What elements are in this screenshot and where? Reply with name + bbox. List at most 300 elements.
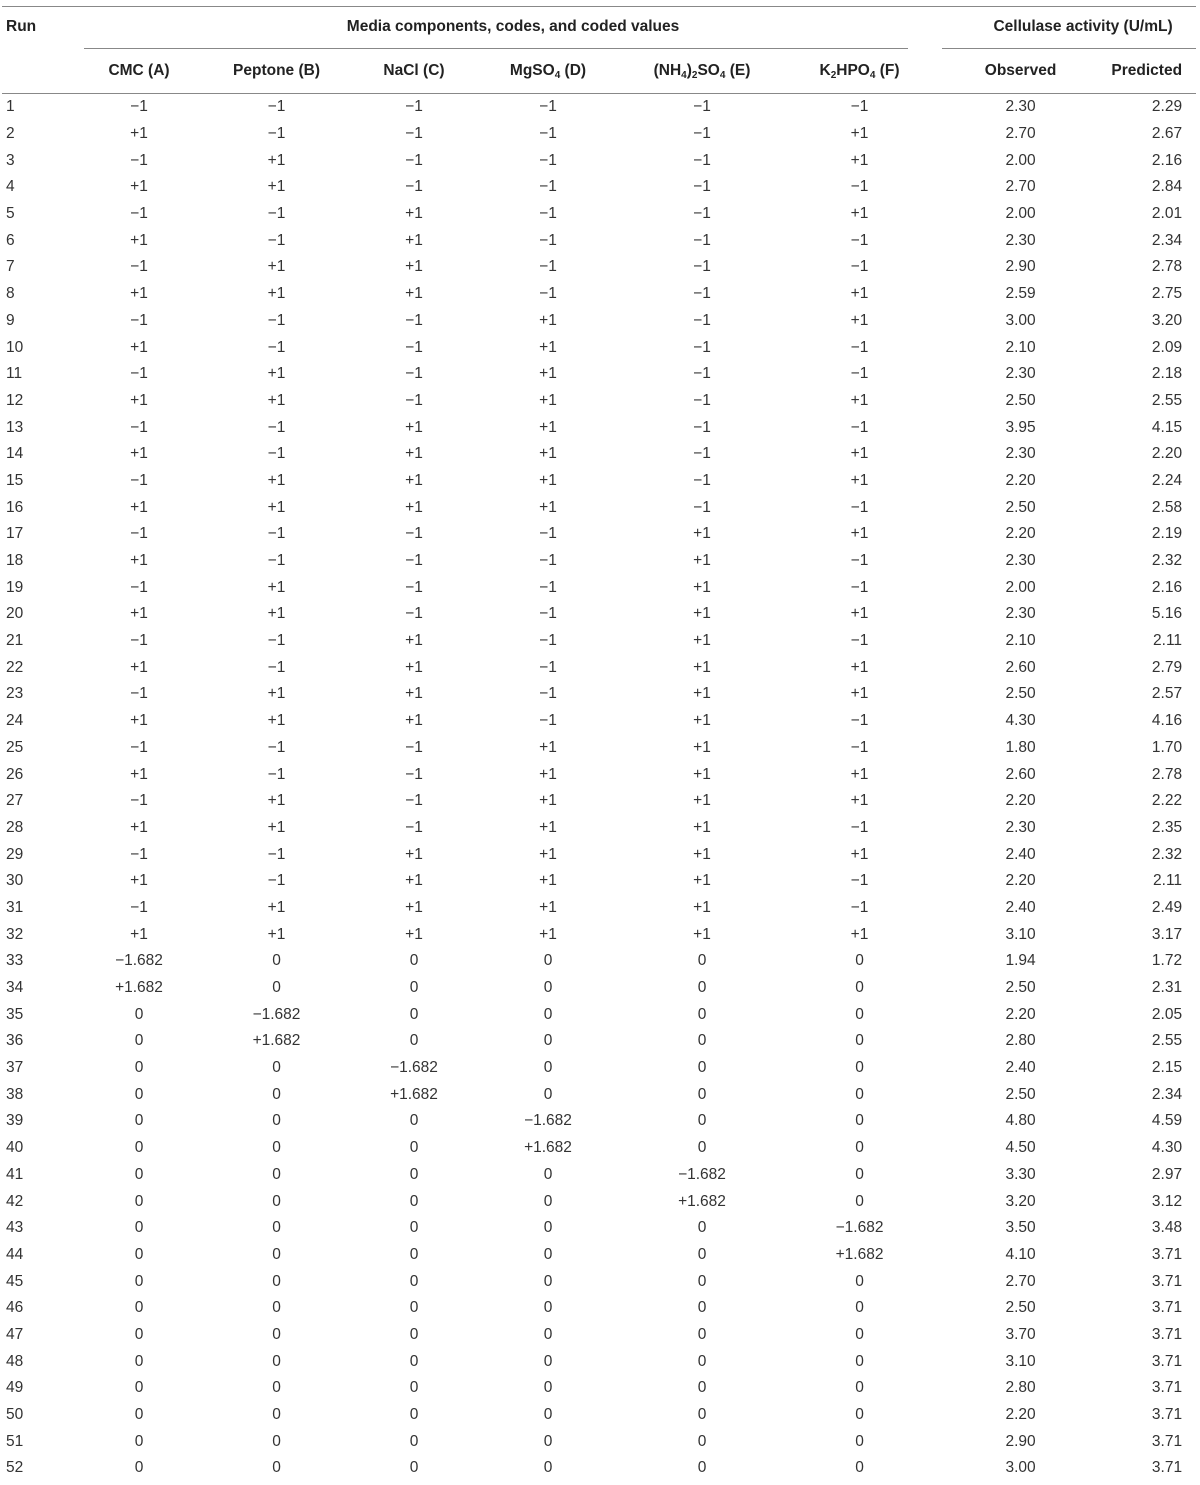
cmc-value: 0 — [134, 1165, 144, 1183]
nh4so4-value: +1 — [693, 845, 711, 863]
nacl-value: 0 — [409, 1005, 419, 1023]
k2hpo4-value: 0 — [855, 1379, 864, 1397]
nh4so4-value: −1.682 — [678, 1165, 726, 1183]
nacl-value: −1 — [405, 792, 423, 810]
k2hpo4-value: +1 — [850, 925, 869, 943]
predicted-value: 2.19 — [1151, 525, 1183, 543]
nh4so4-value: +1 — [693, 872, 711, 890]
observed-value: 2.00 — [1005, 151, 1036, 169]
predicted-value: 2.55 — [1151, 391, 1183, 409]
nacl-value: +1 — [405, 632, 423, 650]
nh4so4-value: +1 — [693, 578, 711, 596]
k2hpo4-value: +1 — [850, 765, 869, 783]
table-row — [2, 895, 1198, 922]
peptone-value: +1.682 — [252, 1032, 301, 1050]
k2hpo4-value: 0 — [855, 1352, 864, 1370]
k2hpo4-value: +1 — [850, 445, 869, 463]
peptone-value: 0 — [272, 1352, 281, 1370]
mgso4-value: +1 — [539, 311, 557, 329]
run-number: 16 — [6, 498, 24, 516]
k2hpo4-value: 0 — [855, 979, 864, 997]
observed-value: 2.90 — [1005, 1432, 1036, 1450]
observed-value: 4.80 — [1005, 1112, 1036, 1130]
cmc-value: 0 — [134, 1059, 144, 1077]
nacl-value: +1 — [405, 685, 423, 703]
mgso4-value: −1 — [539, 578, 557, 596]
observed-value: 3.30 — [1005, 1165, 1036, 1183]
run-number: 36 — [6, 1032, 24, 1050]
cmc-value: 0 — [134, 1112, 144, 1130]
predicted-value: 3.71 — [1151, 1325, 1183, 1343]
run-number: 30 — [6, 872, 24, 890]
peptone-value: −1 — [267, 872, 286, 890]
peptone-value: 0 — [272, 1112, 281, 1130]
table-row — [2, 121, 1198, 148]
col-header-peptone: Peptone (B) — [233, 62, 320, 79]
predicted-value: 1.70 — [1151, 738, 1183, 756]
mgso4-value: 0 — [543, 1406, 553, 1424]
nacl-value: −1.682 — [390, 1059, 438, 1077]
run-number: 52 — [6, 1459, 24, 1477]
col-header-nacl: NaCl (C) — [383, 62, 445, 79]
nacl-value: +1 — [405, 285, 423, 303]
mgso4-value: 0 — [543, 1085, 553, 1103]
nh4so4-value: 0 — [697, 1432, 707, 1450]
predicted-value: 2.15 — [1151, 1059, 1183, 1077]
predicted-value: 3.71 — [1151, 1432, 1183, 1450]
table-row — [2, 1348, 1198, 1375]
nh4so4-value: 0 — [697, 1059, 707, 1077]
observed-value: 3.10 — [1005, 925, 1036, 943]
nacl-value: −1 — [405, 738, 423, 756]
nh4so4-value: −1 — [693, 498, 711, 516]
cmc-value: −1.682 — [115, 952, 163, 970]
peptone-value: +1 — [267, 685, 286, 703]
peptone-value: 0 — [272, 1192, 281, 1210]
predicted-value: 2.84 — [1151, 178, 1183, 196]
cmc-value: +1 — [130, 125, 148, 143]
k2hpo4-value: 0 — [855, 1325, 864, 1343]
run-number: 11 — [6, 365, 23, 383]
table-row — [2, 815, 1198, 842]
nacl-value: −1 — [405, 365, 423, 383]
nh4so4-value: −1 — [693, 338, 711, 356]
run-number: 1 — [6, 98, 15, 116]
peptone-value: +1 — [267, 498, 286, 516]
k2hpo4-value: −1 — [850, 552, 869, 570]
table-row — [2, 1028, 1198, 1055]
predicted-value: 2.31 — [1151, 979, 1183, 997]
nacl-value: −1 — [405, 605, 423, 623]
mgso4-value: 0 — [543, 1245, 553, 1263]
k2hpo4-value: +1 — [850, 845, 869, 863]
mgso4-value: +1 — [539, 365, 557, 383]
table-row — [2, 468, 1198, 495]
nh4so4-value: 0 — [697, 952, 707, 970]
peptone-value: −1 — [267, 445, 286, 463]
peptone-value: 0 — [272, 979, 281, 997]
table-row — [2, 414, 1198, 441]
cmc-value: −1 — [130, 632, 148, 650]
observed-value: 2.50 — [1005, 979, 1036, 997]
run-number: 44 — [6, 1245, 24, 1263]
nh4so4-value: 0 — [697, 1379, 707, 1397]
observed-value: 2.70 — [1005, 125, 1036, 143]
nh4so4-value: −1 — [693, 445, 711, 463]
cmc-value: 0 — [134, 1272, 144, 1290]
cmc-value: −1 — [130, 738, 148, 756]
predicted-value: 5.16 — [1151, 605, 1183, 623]
mgso4-value: −1 — [539, 632, 557, 650]
nh4so4-value: +1 — [693, 792, 711, 810]
run-number: 20 — [6, 605, 24, 623]
table-row — [2, 361, 1198, 388]
k2hpo4-value: 0 — [855, 1032, 864, 1050]
observed-value: 2.30 — [1005, 605, 1036, 623]
peptone-value: −1 — [267, 658, 286, 676]
predicted-value: 2.67 — [1151, 125, 1183, 143]
nh4so4-value: −1 — [693, 125, 711, 143]
peptone-value: −1 — [267, 632, 286, 650]
peptone-value: 0 — [272, 1379, 281, 1397]
table-row — [2, 1295, 1198, 1322]
k2hpo4-value: 0 — [855, 1112, 864, 1130]
nh4so4-value: +1 — [693, 632, 711, 650]
cmc-value: +1 — [130, 338, 148, 356]
nh4so4-value: +1 — [693, 738, 711, 756]
mgso4-value: +1 — [539, 818, 557, 836]
table-row — [2, 708, 1198, 735]
media-group-header: Media components, codes, and coded values — [346, 18, 680, 35]
k2hpo4-value: −1 — [850, 632, 869, 650]
peptone-value: −1 — [267, 231, 286, 249]
nacl-value: +1.682 — [390, 1085, 438, 1103]
mgso4-value: −1 — [539, 258, 557, 276]
k2hpo4-value: −1 — [850, 98, 869, 116]
predicted-value: 2.49 — [1151, 898, 1183, 916]
table-row — [2, 681, 1198, 708]
mgso4-value: 0 — [543, 1459, 553, 1477]
mgso4-value: 0 — [543, 1005, 553, 1023]
mgso4-value: 0 — [543, 1272, 553, 1290]
run-number: 33 — [6, 952, 24, 970]
predicted-value: 2.32 — [1151, 845, 1183, 863]
peptone-value: −1 — [267, 125, 286, 143]
nacl-value: +1 — [405, 658, 423, 676]
peptone-value: +1 — [267, 285, 286, 303]
peptone-value: +1 — [267, 178, 286, 196]
predicted-value: 2.20 — [1151, 445, 1183, 463]
peptone-value: −1 — [267, 338, 286, 356]
nh4so4-value: −1 — [693, 365, 711, 383]
col-header-k2hpo4: $K_2HPO_4$ (F) — [819, 62, 900, 81]
cmc-value: 0 — [134, 1325, 144, 1343]
table-row — [2, 654, 1198, 681]
run-number: 26 — [6, 765, 24, 783]
peptone-value: +1 — [267, 792, 286, 810]
nacl-value: −1 — [405, 151, 423, 169]
k2hpo4-value: +1 — [850, 685, 869, 703]
mgso4-value: +1.682 — [524, 1139, 572, 1157]
observed-value: 3.00 — [1005, 311, 1036, 329]
k2hpo4-value: 0 — [855, 1165, 864, 1183]
table-row — [2, 948, 1198, 975]
peptone-value: 0 — [272, 952, 281, 970]
nacl-value: +1 — [405, 712, 423, 730]
table-row — [2, 147, 1198, 174]
observed-value: 3.10 — [1005, 1352, 1036, 1370]
header-bottom-rule — [2, 93, 1196, 94]
col-header-nh4so4: $(NH_4)_2SO_4$ (E) — [653, 62, 751, 81]
run-number: 12 — [6, 391, 24, 409]
table-row — [2, 1081, 1198, 1108]
predicted-value: 2.05 — [1151, 1005, 1183, 1023]
observed-value: 1.80 — [1005, 738, 1036, 756]
table-row — [2, 921, 1198, 948]
observed-value: 2.20 — [1005, 792, 1036, 810]
table-row — [2, 735, 1198, 762]
run-number: 27 — [6, 792, 24, 810]
cmc-value: −1 — [130, 792, 148, 810]
predicted-value: 2.57 — [1151, 685, 1183, 703]
predicted-value: 2.29 — [1151, 98, 1183, 116]
nacl-value: 0 — [409, 1112, 419, 1130]
table-row — [2, 1108, 1198, 1135]
nacl-value: 0 — [409, 1325, 419, 1343]
table-row — [2, 1402, 1198, 1429]
observed-value: 2.30 — [1005, 365, 1036, 383]
peptone-value: +1 — [267, 578, 286, 596]
mgso4-value: +1 — [539, 872, 557, 890]
mgso4-value: +1 — [539, 792, 557, 810]
k2hpo4-value: −1 — [850, 578, 869, 596]
observed-value: 2.00 — [1005, 205, 1036, 223]
cellulase-group-header: Cellulase activity (U/mL) — [993, 18, 1173, 35]
k2hpo4-value: +1 — [850, 525, 869, 543]
cmc-value: +1.682 — [115, 979, 163, 997]
table-row — [2, 975, 1198, 1002]
peptone-value: 0 — [272, 1406, 281, 1424]
nh4so4-value: −1 — [693, 285, 711, 303]
k2hpo4-value: −1.682 — [835, 1219, 884, 1237]
nacl-value: 0 — [409, 1192, 419, 1210]
table-row — [2, 574, 1198, 601]
run-number: 22 — [6, 658, 24, 676]
cmc-value: −1 — [130, 578, 148, 596]
table-row — [2, 441, 1198, 468]
observed-value: 2.00 — [1005, 578, 1036, 596]
nacl-value: 0 — [409, 1459, 419, 1477]
peptone-value: +1 — [267, 605, 286, 623]
k2hpo4-value: −1 — [850, 898, 869, 916]
observed-value: 2.10 — [1005, 338, 1036, 356]
mgso4-value: −1 — [539, 231, 557, 249]
peptone-value: +1 — [267, 391, 286, 409]
mgso4-value: 0 — [543, 1219, 553, 1237]
run-number: 21 — [6, 632, 24, 650]
predicted-value: 4.59 — [1151, 1112, 1183, 1130]
k2hpo4-value: +1 — [850, 151, 869, 169]
k2hpo4-value: −1 — [850, 338, 869, 356]
k2hpo4-value: 0 — [855, 1299, 864, 1317]
k2hpo4-value: 0 — [855, 1432, 864, 1450]
observed-value: 2.80 — [1005, 1032, 1036, 1050]
k2hpo4-value: −1 — [850, 818, 869, 836]
k2hpo4-value: +1 — [850, 285, 869, 303]
observed-value: 2.30 — [1005, 818, 1036, 836]
predicted-value: 4.16 — [1151, 712, 1183, 730]
run-number: 45 — [6, 1272, 24, 1290]
peptone-value: 0 — [272, 1165, 281, 1183]
cmc-value: −1 — [130, 98, 148, 116]
peptone-value: +1 — [267, 925, 286, 943]
peptone-value: −1 — [267, 765, 286, 783]
nacl-value: −1 — [405, 818, 423, 836]
mgso4-value: −1 — [539, 125, 557, 143]
run-number: 10 — [6, 338, 24, 356]
observed-value: 2.30 — [1005, 552, 1036, 570]
predicted-value: 3.71 — [1151, 1406, 1183, 1424]
run-number: 41 — [6, 1165, 24, 1183]
nacl-value: 0 — [409, 1379, 419, 1397]
nh4so4-value: +1 — [693, 765, 711, 783]
predicted-value: 3.71 — [1151, 1272, 1183, 1290]
table-row — [2, 494, 1198, 521]
nacl-value: 0 — [409, 979, 419, 997]
k2hpo4-value: +1 — [850, 205, 869, 223]
table-row — [2, 227, 1198, 254]
peptone-value: 0 — [272, 1245, 281, 1263]
observed-value: 2.50 — [1005, 391, 1036, 409]
cmc-value: −1 — [130, 471, 148, 489]
media-group-rule — [84, 48, 908, 49]
run-number: 48 — [6, 1352, 24, 1370]
run-number: 8 — [6, 285, 15, 303]
col-header-cmc: CMC (A) — [108, 62, 170, 79]
predicted-value: 2.79 — [1151, 658, 1183, 676]
observed-value: 2.50 — [1005, 685, 1036, 703]
run-number: 15 — [6, 471, 24, 489]
observed-value: 2.20 — [1005, 525, 1036, 543]
run-number: 19 — [6, 578, 24, 596]
cmc-value: +1 — [130, 498, 148, 516]
cmc-value: −1 — [130, 845, 148, 863]
mgso4-value: 0 — [543, 1032, 553, 1050]
k2hpo4-value: +1 — [850, 792, 869, 810]
k2hpo4-value: 0 — [855, 952, 864, 970]
nacl-value: +1 — [405, 205, 423, 223]
table-row — [2, 761, 1198, 788]
predicted-value: 4.15 — [1151, 418, 1183, 436]
nh4so4-value: −1 — [693, 391, 711, 409]
peptone-value: +1 — [267, 471, 286, 489]
cmc-value: +1 — [130, 285, 148, 303]
k2hpo4-value: +1 — [850, 311, 869, 329]
run-number: 40 — [6, 1139, 24, 1157]
k2hpo4-value: +1 — [850, 471, 869, 489]
table-row — [2, 841, 1198, 868]
observed-value: 2.59 — [1005, 285, 1036, 303]
run-number: 46 — [6, 1299, 24, 1317]
observed-value: 2.50 — [1005, 1299, 1036, 1317]
run-number: 17 — [6, 525, 24, 543]
cmc-value: 0 — [134, 1406, 144, 1424]
nacl-value: −1 — [405, 391, 423, 409]
nh4so4-value: 0 — [697, 1032, 707, 1050]
cmc-value: −1 — [130, 258, 148, 276]
nacl-value: 0 — [409, 1245, 419, 1263]
cmc-value: 0 — [134, 1352, 144, 1370]
observed-value: 4.30 — [1005, 712, 1036, 730]
predicted-value: 2.18 — [1151, 365, 1183, 383]
predicted-value: 2.34 — [1151, 1085, 1183, 1103]
predicted-value: 1.72 — [1151, 952, 1183, 970]
observed-value: 2.70 — [1005, 1272, 1036, 1290]
cmc-value: 0 — [134, 1379, 144, 1397]
peptone-value: +1 — [267, 712, 286, 730]
predicted-value: 2.32 — [1151, 552, 1183, 570]
predicted-value: 2.22 — [1151, 792, 1183, 810]
nh4so4-value: 0 — [697, 979, 707, 997]
run-number: 2 — [6, 125, 15, 143]
table-row — [2, 94, 1198, 121]
table-row — [2, 1162, 1198, 1189]
mgso4-value: +1 — [539, 765, 557, 783]
cmc-value: +1 — [130, 925, 148, 943]
predicted-value: 2.16 — [1151, 151, 1183, 169]
peptone-value: 0 — [272, 1139, 281, 1157]
observed-value: 2.10 — [1005, 632, 1036, 650]
nh4so4-value: −1 — [693, 471, 711, 489]
mgso4-value: 0 — [543, 1352, 553, 1370]
predicted-value: 2.78 — [1151, 765, 1183, 783]
table-row — [2, 174, 1198, 201]
table-row — [2, 334, 1198, 361]
predicted-value: 2.16 — [1151, 578, 1183, 596]
mgso4-value: +1 — [539, 471, 557, 489]
observed-value: 2.90 — [1005, 258, 1036, 276]
predicted-value: 3.12 — [1151, 1192, 1183, 1210]
predicted-value: 2.75 — [1151, 285, 1183, 303]
observed-value: 3.00 — [1005, 1459, 1036, 1477]
nacl-value: +1 — [405, 258, 423, 276]
mgso4-value: +1 — [539, 738, 557, 756]
nh4so4-value: 0 — [697, 1406, 707, 1424]
peptone-value: −1 — [267, 311, 286, 329]
nacl-value: +1 — [405, 498, 423, 516]
nh4so4-value: +1 — [693, 818, 711, 836]
table-row — [2, 628, 1198, 655]
table-row — [2, 1268, 1198, 1295]
cmc-value: +1 — [130, 231, 148, 249]
predicted-value: 2.97 — [1151, 1165, 1183, 1183]
run-number: 34 — [6, 979, 24, 997]
k2hpo4-value: +1 — [850, 658, 869, 676]
mgso4-value: 0 — [543, 952, 553, 970]
nh4so4-value: +1 — [693, 658, 711, 676]
k2hpo4-value: 0 — [855, 1272, 864, 1290]
mgso4-value: 0 — [543, 1325, 553, 1343]
run-number: 18 — [6, 552, 24, 570]
peptone-value: +1 — [267, 365, 286, 383]
nh4so4-value: 0 — [697, 1085, 707, 1103]
table-row — [2, 1188, 1198, 1215]
k2hpo4-value: −1 — [850, 178, 869, 196]
cmc-value: 0 — [134, 1032, 144, 1050]
observed-value: 2.60 — [1005, 658, 1036, 676]
cmc-value: −1 — [130, 151, 148, 169]
mgso4-value: +1 — [539, 445, 557, 463]
